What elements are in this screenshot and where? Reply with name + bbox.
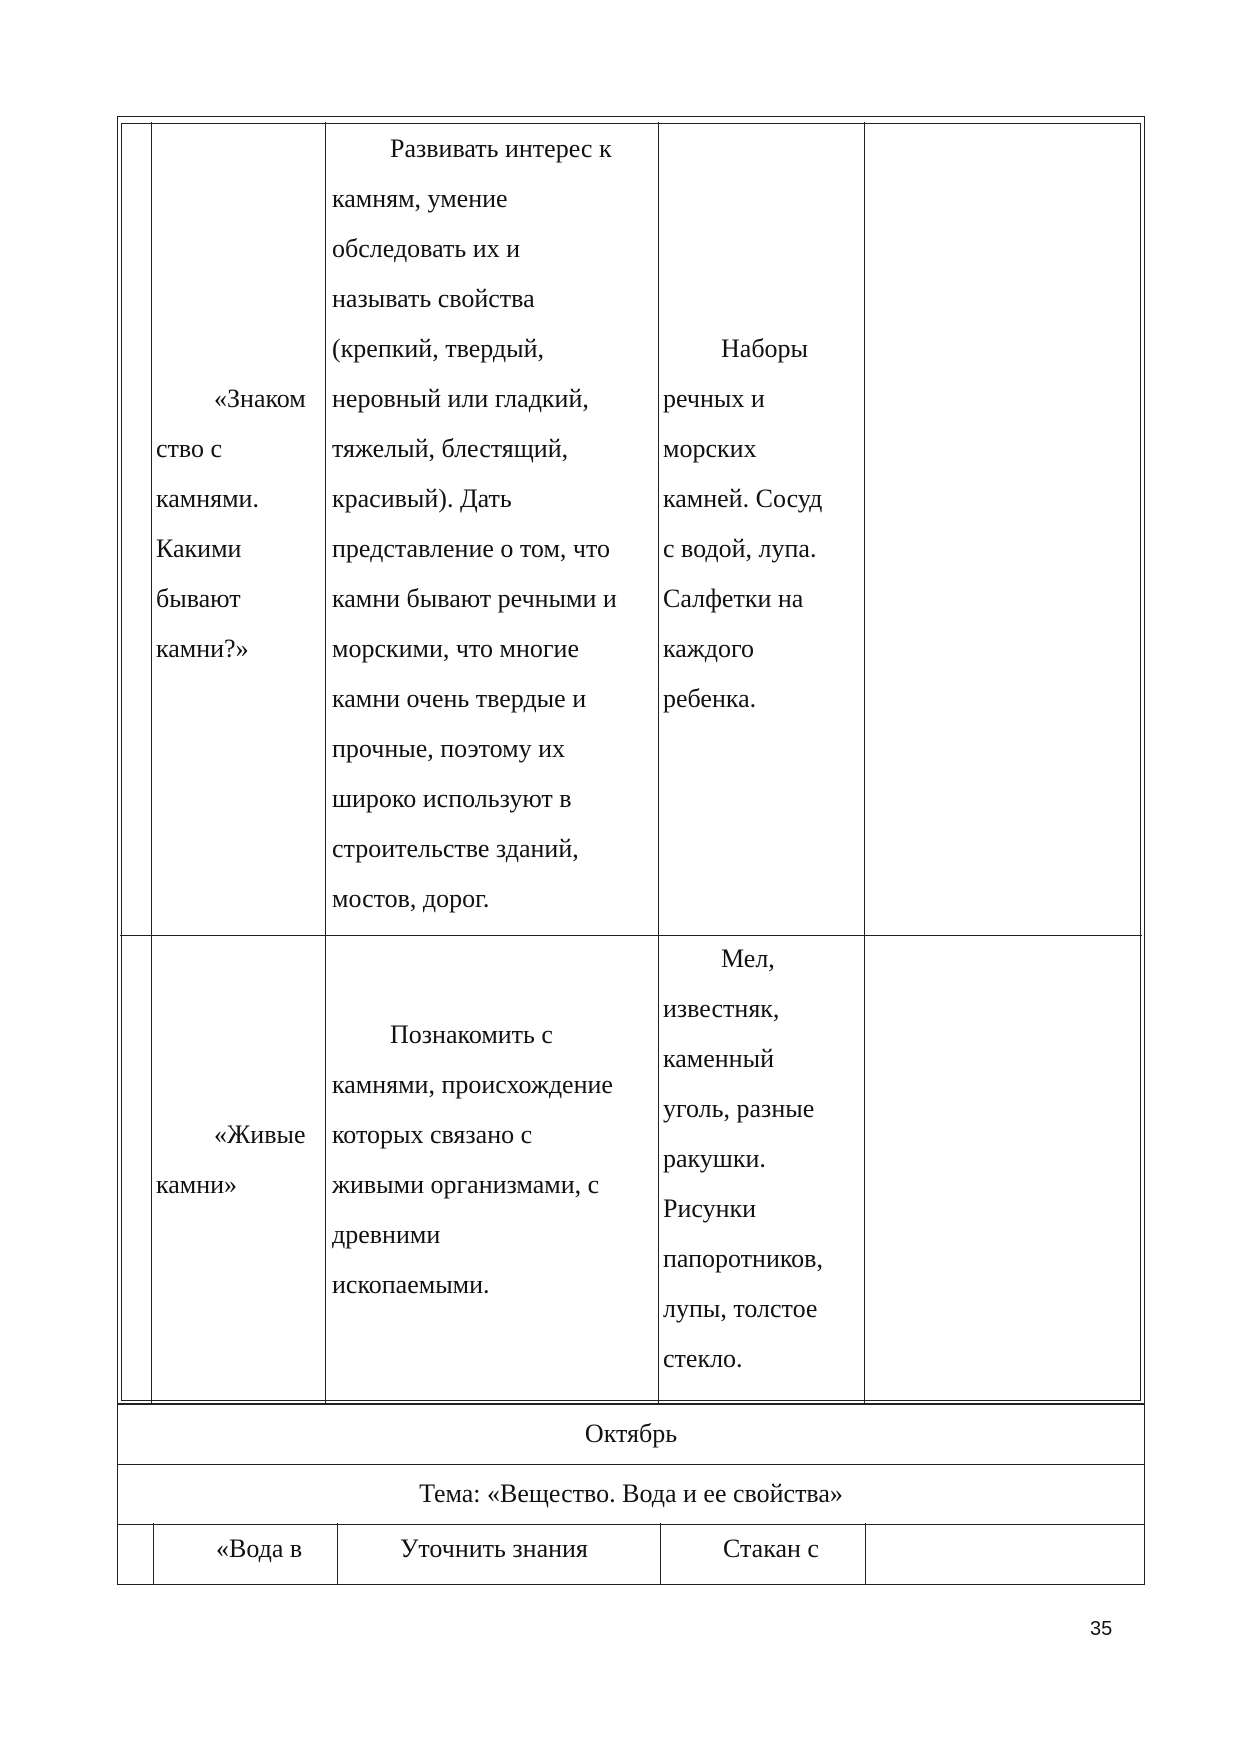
row2-goal-line: древними [332,1220,441,1249]
row-separator [120,935,1142,936]
row1-materials-line: Наборы [721,334,809,363]
row1-topic-line: камни?» [156,634,249,663]
row1-topic-line: бывают [156,584,241,613]
row2-goal-line: Познакомить с [390,1020,553,1049]
row2-materials-line: известняк, [663,994,780,1023]
col-separator-1 [151,122,152,1403]
next-row-separator-1 [153,1523,154,1584]
row1-goal-line: красивый). Дать [332,484,512,513]
page-number: 35 [1090,1618,1113,1640]
row1-materials-cell [663,324,863,724]
row1-goal-line: обследовать их и [332,234,521,263]
row2-topic-line: «Живые [214,1120,306,1149]
row1-goal-line: мостов, дорог. [332,884,490,913]
row2-goal-line: ископаемыми. [332,1270,490,1299]
row2-materials-line: Рисунки [663,1194,757,1223]
row1-goal-cell [332,124,656,924]
month-row [117,1403,1145,1465]
row2-materials-cell [663,934,863,1384]
row2-materials-line: лупы, толстое [663,1294,818,1323]
row1-goal-line: камни очень твердые и [332,684,587,713]
row1-goal-line: морскими, что многие [332,634,579,663]
row1-goal-line: камни бывают речными и [332,584,617,613]
row1-goal-line: камням, умение [332,184,508,213]
next-row-separator-3 [660,1523,661,1584]
row1-materials-line: каждого [663,634,754,663]
row1-goal-line: тяжелый, блестящий, [332,434,569,463]
row1-materials-line: с водой, лупа. [663,534,817,563]
row1-topic-line: «Знаком [214,384,306,413]
row2-materials-line: папоротников, [663,1244,823,1273]
theme-label: Тема: «Вещество. Вода и ее свойства» [419,1478,843,1508]
row1-topic-line: Какими [156,534,242,563]
month-label: Октябрь [584,1419,678,1448]
row1-goal-line: неровный или гладкий, [332,384,589,413]
row1-topic-line: камнями. [156,484,259,513]
next-row-topic-text: «Вода в [216,1534,303,1563]
row1-materials-line: морских [663,434,757,463]
next-row-goal-text: Уточнить знания [400,1534,588,1563]
row2-materials-line: каменный [663,1044,774,1073]
row2-goal-line: которых связано с [332,1120,533,1149]
row1-materials-line: речных и [663,384,765,413]
theme-row [117,1463,1145,1525]
row2-topic-cell [156,1110,322,1210]
row1-materials-line: камней. Сосуд [663,484,823,513]
next-row-topic [158,1524,334,1574]
next-row-separator-2 [337,1523,338,1584]
row1-materials-line: Салфетки на [663,584,804,613]
next-row-goal [342,1524,658,1574]
next-row-materials [665,1524,863,1574]
next-row-separator-4 [865,1523,866,1584]
row1-goal-line: широко используют в [332,784,572,813]
row2-materials-line: стекло. [663,1344,743,1373]
row2-goal-line: камнями, происхождение [332,1070,613,1099]
row2-topic-line: камни» [156,1170,238,1199]
row2-materials-line: ракушки. [663,1144,766,1173]
row1-goal-line: представление о том, что [332,534,610,563]
row1-goal-line: называть свойства [332,284,535,313]
row1-goal-line: строительстве зданий, [332,834,579,863]
row2-materials-line: уголь, разные [663,1094,815,1123]
row1-goal-line: Развивать интерес к [390,134,612,163]
row2-materials-line: Мел, [721,944,775,973]
col-separator-4 [864,122,865,1403]
col-separator-2 [325,122,326,1403]
row1-topic-line: ство с [156,434,223,463]
row1-materials-line: ребенка. [663,684,757,713]
row2-goal-cell [332,1010,656,1310]
col-separator-3 [658,122,659,1403]
next-row-materials-text: Стакан с [723,1534,819,1563]
row1-goal-line: (крепкий, твердый, [332,334,544,363]
row1-topic-cell [156,374,322,674]
row2-goal-line: живыми организмами, с [332,1170,600,1199]
row1-goal-line: прочные, поэтому их [332,734,566,763]
